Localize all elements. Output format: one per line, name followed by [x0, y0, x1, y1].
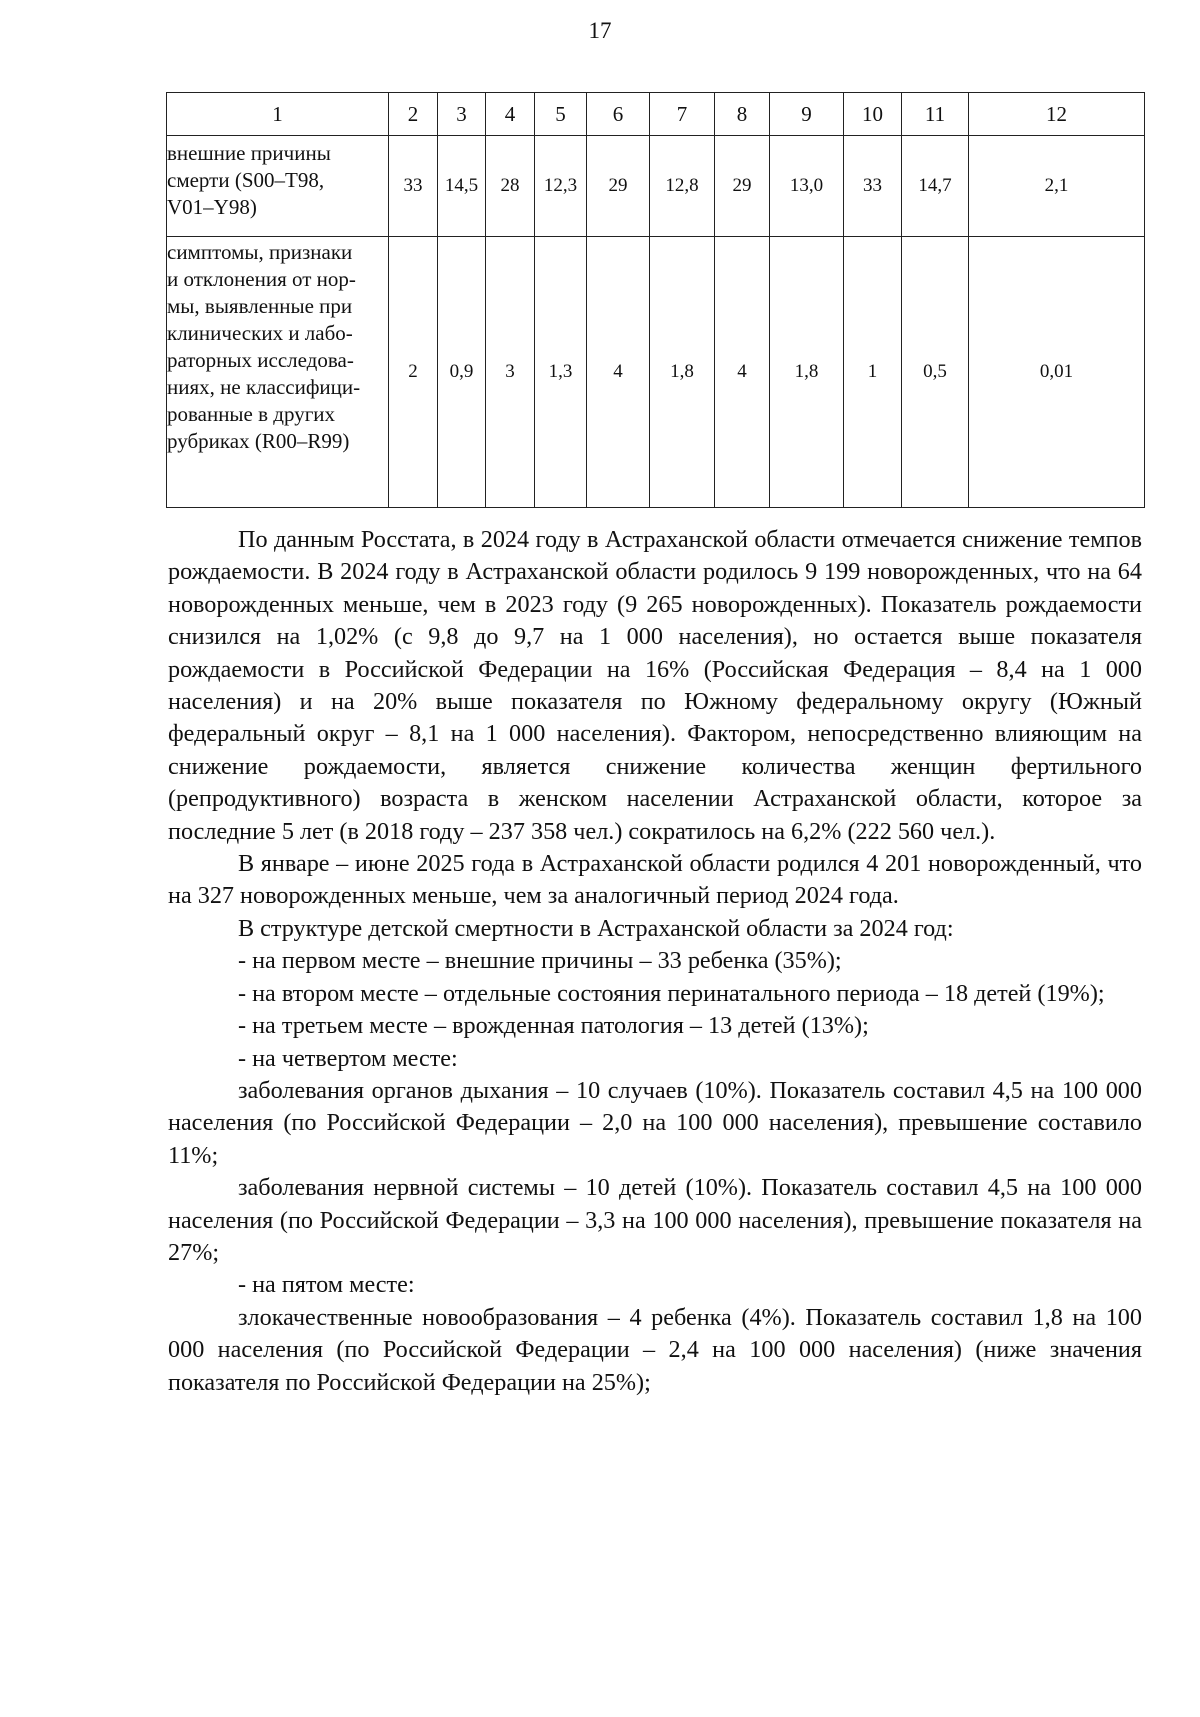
- table-cell: 12,8: [650, 136, 715, 237]
- table-cell: 3: [486, 237, 535, 508]
- row-label-line: V01–Y98): [167, 195, 257, 219]
- paragraph-respiratory-diseases: заболевания органов дыхания – 10 случаев (10%). Показатель составил 4,5 на 100 000 населения (по Российской Федерации – 2,0 на 100 000 населения), превышение составило 11%;: [168, 1076, 1142, 1169]
- table-header-cell: 8: [715, 93, 770, 136]
- table-header-cell: 1: [167, 93, 389, 136]
- table-cell: 1,3: [535, 237, 587, 508]
- paragraph-birth-rate: По данным Росстата, в 2024 году в Астраханской области отмечается снижение темпов рождаемости. В 2024 году в Астраханской области родилось 9 199 новорожденных, что на 64 новорожденных меньше, чем в 2023 году (9 265 новорожденных). Показатель рождаемости снизился на 1,02% (с 9,8 до 9,7 на 1 000 населения), но остается выше показателя рождаемости в Российской Федерации на 16% (Российская Федерация – 8,4 на 1 000 населения) и на 20% выше показателя по Южному федеральному округу (Южный федеральный округ – 8,1 на 1 000 населения). Фактором, непосредственно влияющим на снижение рождаемости, является снижение количества женщин фертильного (репродуктивного) возраста в женском населении Астраханской области, которое за последние 5 лет (в 2018 году – 237 358 чел.) сократилось на 6,2% (222 560 чел.).: [168, 526, 1142, 845]
- table-header-cell: 4: [486, 93, 535, 136]
- table-cell: 28: [486, 136, 535, 237]
- row-label-line: и отклонения от нор-: [167, 267, 356, 291]
- table-cell: 2,1: [969, 136, 1145, 237]
- table-header-cell: 12: [969, 93, 1145, 136]
- table-cell: 29: [587, 136, 650, 237]
- row-label-line: рованные в других: [167, 402, 336, 426]
- table-cell: 29: [715, 136, 770, 237]
- table-cell: 1: [844, 237, 902, 508]
- mortality-table: [166, 92, 1145, 508]
- table-cell: 33: [844, 136, 902, 237]
- table-header-cell: 5: [535, 93, 587, 136]
- row-label-line: смерти (S00–T98,: [167, 168, 325, 192]
- table-header-cell: 7: [650, 93, 715, 136]
- table-cell: 33: [389, 136, 438, 237]
- list-item-third-place: - на третьем месте – врожденная патология – 13 детей (13%);: [238, 1012, 869, 1040]
- paragraph-mortality-structure: В структуре детской смертности в Астраханской области за 2024 год:: [238, 914, 954, 942]
- row-label-line: раторных исследова-: [167, 348, 354, 372]
- row-label-line: внешние причины: [167, 141, 331, 165]
- row-label-line: мы, выявленные при: [167, 294, 353, 318]
- row-label-line: рубриках (R00–R99): [167, 429, 350, 453]
- table-header-cell: 3: [438, 93, 486, 136]
- table-cell: 13,0: [770, 136, 844, 237]
- table-cell: 4: [715, 237, 770, 508]
- table-cell: 0,01: [969, 237, 1145, 508]
- list-item-fourth-place: - на четвертом месте:: [238, 1044, 458, 1072]
- table-row: [167, 136, 1145, 237]
- list-item-second-place: - на втором месте – отдельные состояния перинатального периода – 18 детей (19%);: [238, 979, 1105, 1007]
- paragraph-births-2025: В январе – июне 2025 года в Астраханской области родился 4 201 новорожденный, что на 327 новорожденных меньше, чем за аналогичный период 2024 года.: [168, 850, 1142, 910]
- table-header-cell: 10: [844, 93, 902, 136]
- row-label-line: клинических и лабо-: [167, 321, 353, 345]
- table-cell: 12,3: [535, 136, 587, 237]
- paragraph-neoplasms: злокачественные новообразования – 4 ребенка (4%). Показатель составил 1,8 на 100 000 населения (по Российской Федерации – 2,4 на 100 000 населения) (ниже значения показателя по Российской Федерации на 25%);: [168, 1303, 1142, 1396]
- table-header-row: [167, 93, 1145, 136]
- table-cell: 14,5: [438, 136, 486, 237]
- table-header-cell: 2: [389, 93, 438, 136]
- table-cell: 0,5: [902, 237, 969, 508]
- table-cell: 0,9: [438, 237, 486, 508]
- row-label-line: ниях, не классифици-: [167, 375, 361, 399]
- body-text: [168, 524, 1142, 1399]
- table-cell: 2: [389, 237, 438, 508]
- table-header-cell: 11: [902, 93, 969, 136]
- row-label: [167, 136, 389, 237]
- list-item-first-place: - на первом месте – внешние причины – 33 ребенка (35%);: [238, 947, 842, 975]
- table-header-cell: 6: [587, 93, 650, 136]
- table-header-cell: 9: [770, 93, 844, 136]
- row-label-line: симптомы, признаки: [167, 240, 353, 264]
- paragraph-nervous-system-diseases: заболевания нервной системы – 10 детей (10%). Показатель составил 4,5 на 100 000 населения (по Российской Федерации – 3,3 на 100 000 населения), превышение показателя на 27%;: [168, 1174, 1142, 1266]
- page-number: 17: [588, 18, 612, 43]
- row-label: [167, 237, 389, 508]
- table-row: [167, 237, 1145, 508]
- table-cell: 14,7: [902, 136, 969, 237]
- list-item-fifth-place: - на пятом месте:: [238, 1271, 415, 1299]
- table-cell: 4: [587, 237, 650, 508]
- table-cell: 1,8: [770, 237, 844, 508]
- table-cell: 1,8: [650, 237, 715, 508]
